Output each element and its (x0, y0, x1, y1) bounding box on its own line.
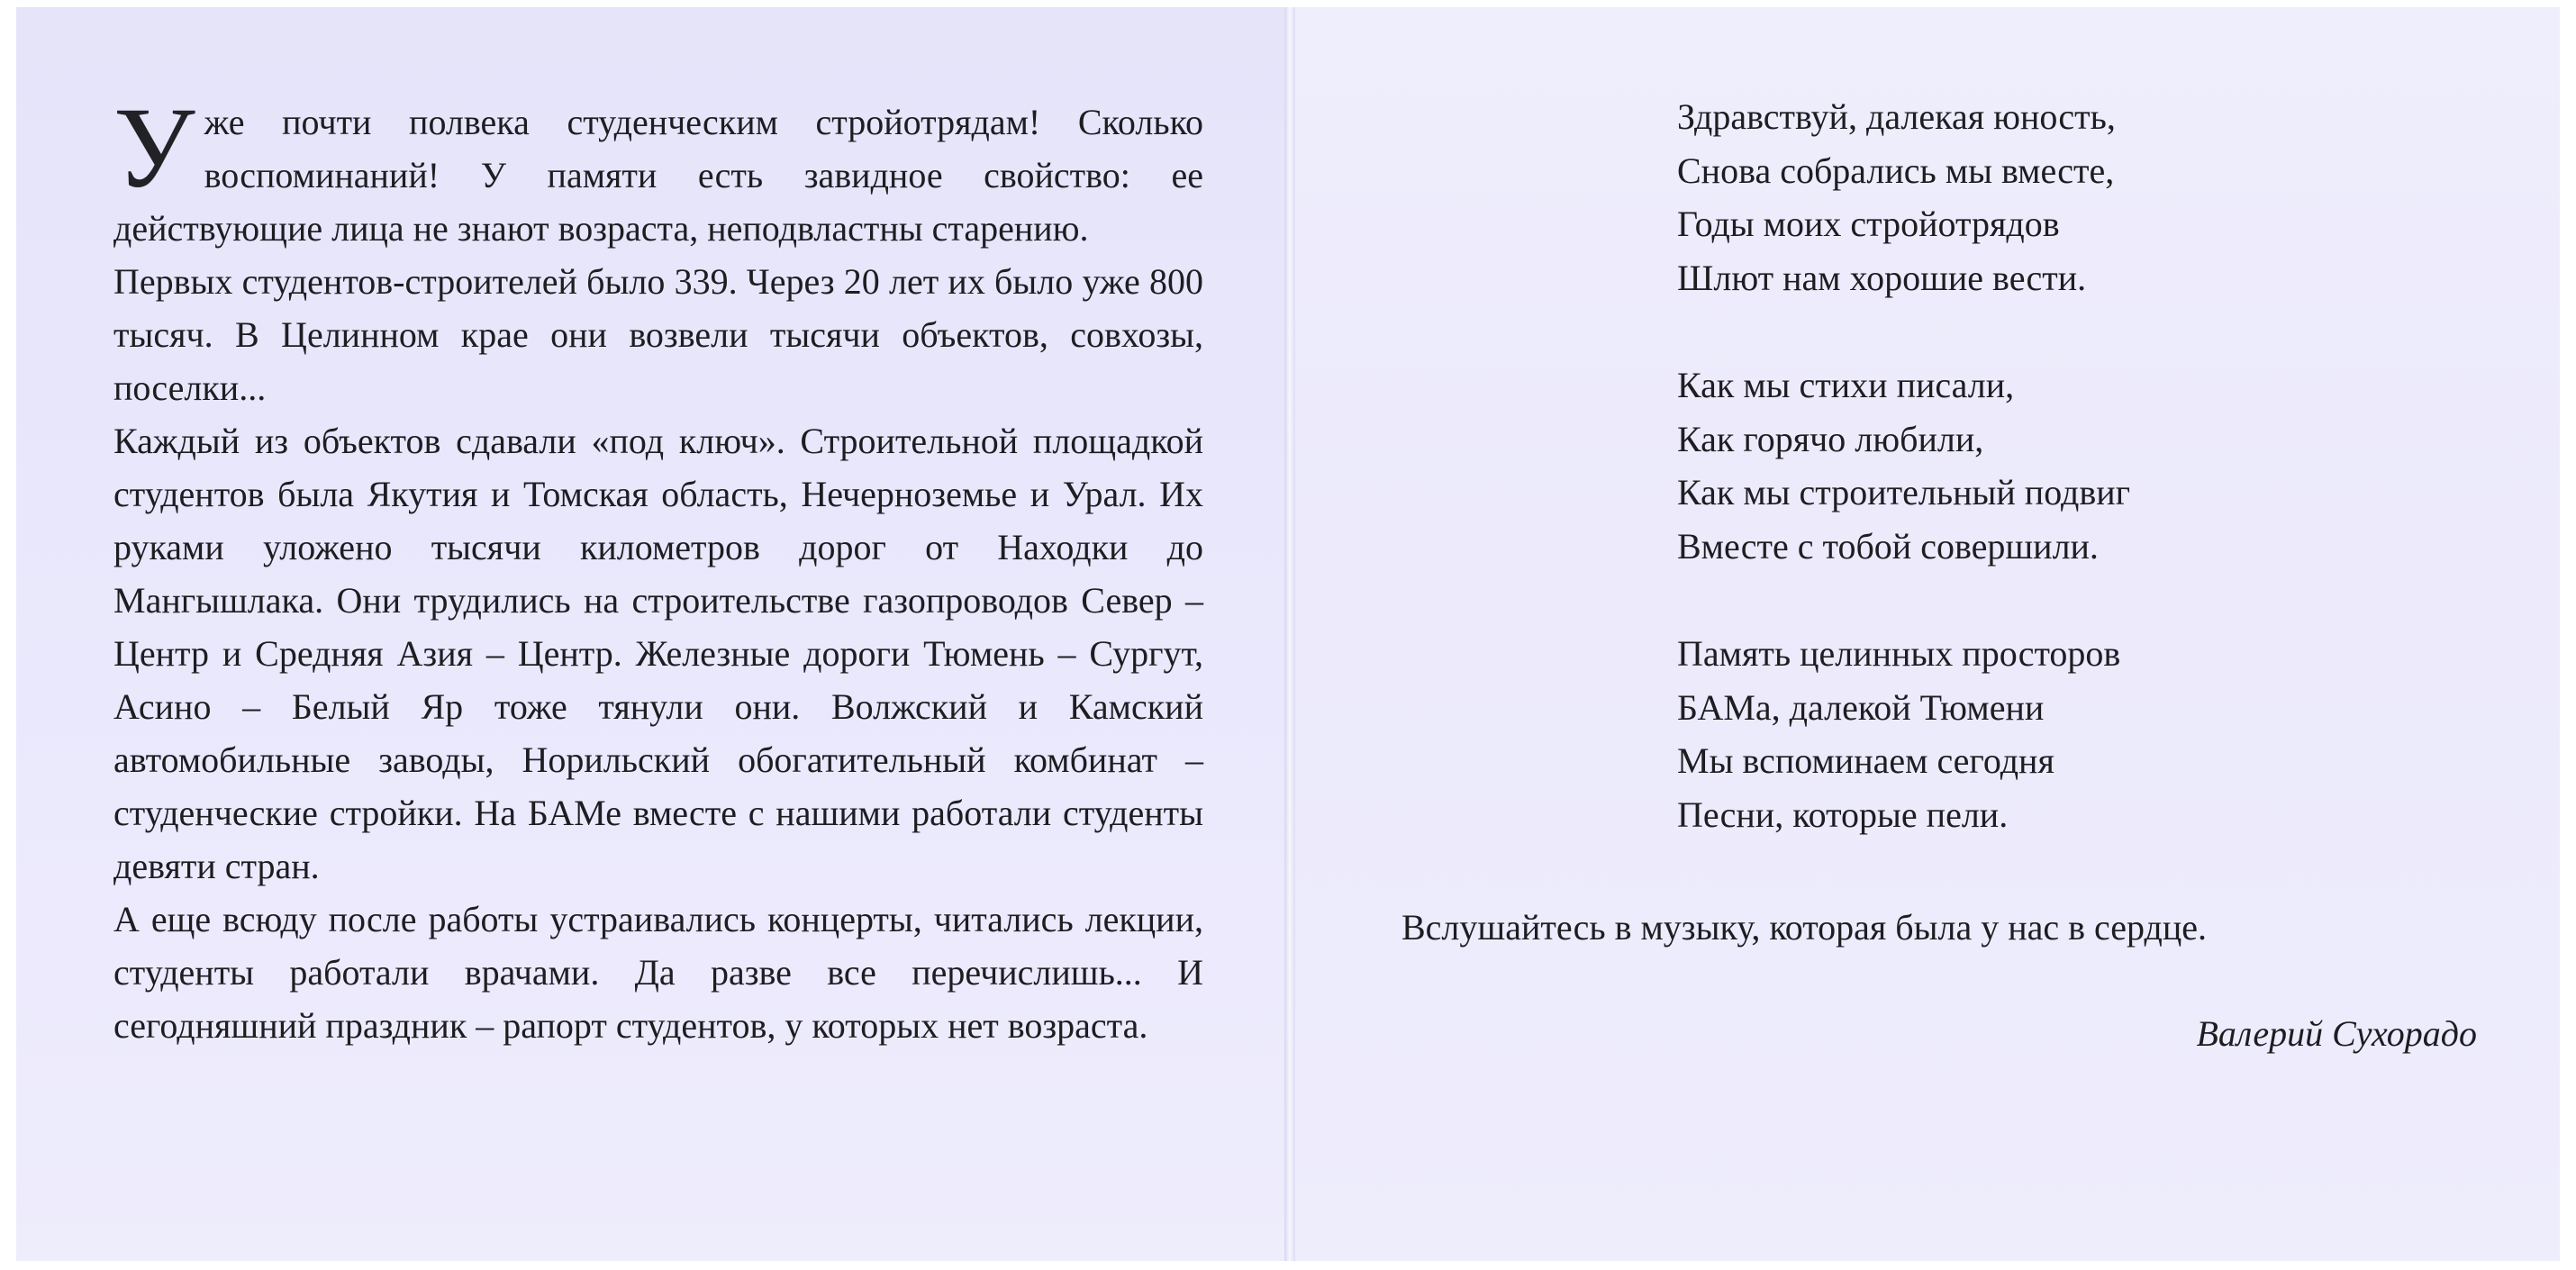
paragraph-4: А еще всюду после работы устраивались концерты, читались лекции, студенты работали врачами. Да разве все перечислишь... И сегодняшний праздник – рапорт студентов, у которых нет возраста. (113, 899, 1203, 1046)
poem-line: Мы вспоминаем сегодня (1677, 740, 2054, 781)
paragraph-1-text: же почти полвека студенческим стройотрядам! Сколько воспоминаний! У памяти есть завидное свойство: ее действующие лица не знают возраста, неподвластны старению. (113, 102, 1203, 249)
stanza-3 (1677, 627, 2362, 841)
poem-line: Песни, которые пели. (1677, 794, 2009, 835)
closing-line: Вслушайтесь в музыку, которая была у нас в сердце. (1401, 907, 2208, 948)
stanza-1 (1677, 90, 2362, 304)
poem-line: БАМа, далекой Тюмени (1677, 686, 2045, 728)
paragraph-1 (113, 84, 1203, 255)
left-page (16, 7, 1284, 1261)
drop-cap: У (113, 84, 195, 212)
poem-line: Как мы стихи писали, (1677, 365, 2015, 405)
poem-line: Память целинных просторов (1677, 633, 2121, 674)
stanza-2 (1677, 358, 2362, 573)
poem-line: Шлют нам хорошие вести. (1677, 257, 2087, 298)
paragraph-3: Каждый из объектов сдавали «под ключ». Строительной площадкой студентов была Якутия и Томская область, Нечерноземье и Урал. Их руками уложено тысячи километров дорог от Находки до Мангышлака. Они трудились на строительстве газопроводов Север – Центр и Средняя Азия – Центр. Железные дороги Тюмень – Сургут, Асино – Белый Яр тоже тянули они. Волжский и Камский автомобильные заводы, Норильский обогатительный комбинат – студенческие стройки. На БАМе вместе с нашими работали студенты девяти стран. (113, 421, 1203, 886)
booklet-fold (1284, 7, 1295, 1261)
poem (1677, 90, 2362, 895)
poem-line: Как горячо любили, (1677, 418, 1984, 459)
paragraph-2: Первых студентов-строителей было 339. Через 20 лет их было уже 800 тысяч. В Целинном крае они возвели тысячи объектов, совхозы, поселки... (113, 261, 1203, 408)
poem-line: Годы моих стройотрядов (1677, 204, 2060, 244)
poem-line: Как мы строительный подвиг (1677, 472, 2131, 513)
poem-line: Здравствуй, далекая юность, (1677, 96, 2116, 137)
intro-text (113, 84, 1203, 1052)
poem-line: Снова собрались мы вместе, (1677, 150, 2115, 191)
author-signature: Валерий Сухорадо (2196, 1013, 2477, 1054)
poem-line: Вместе с тобой совершили. (1677, 525, 2099, 567)
